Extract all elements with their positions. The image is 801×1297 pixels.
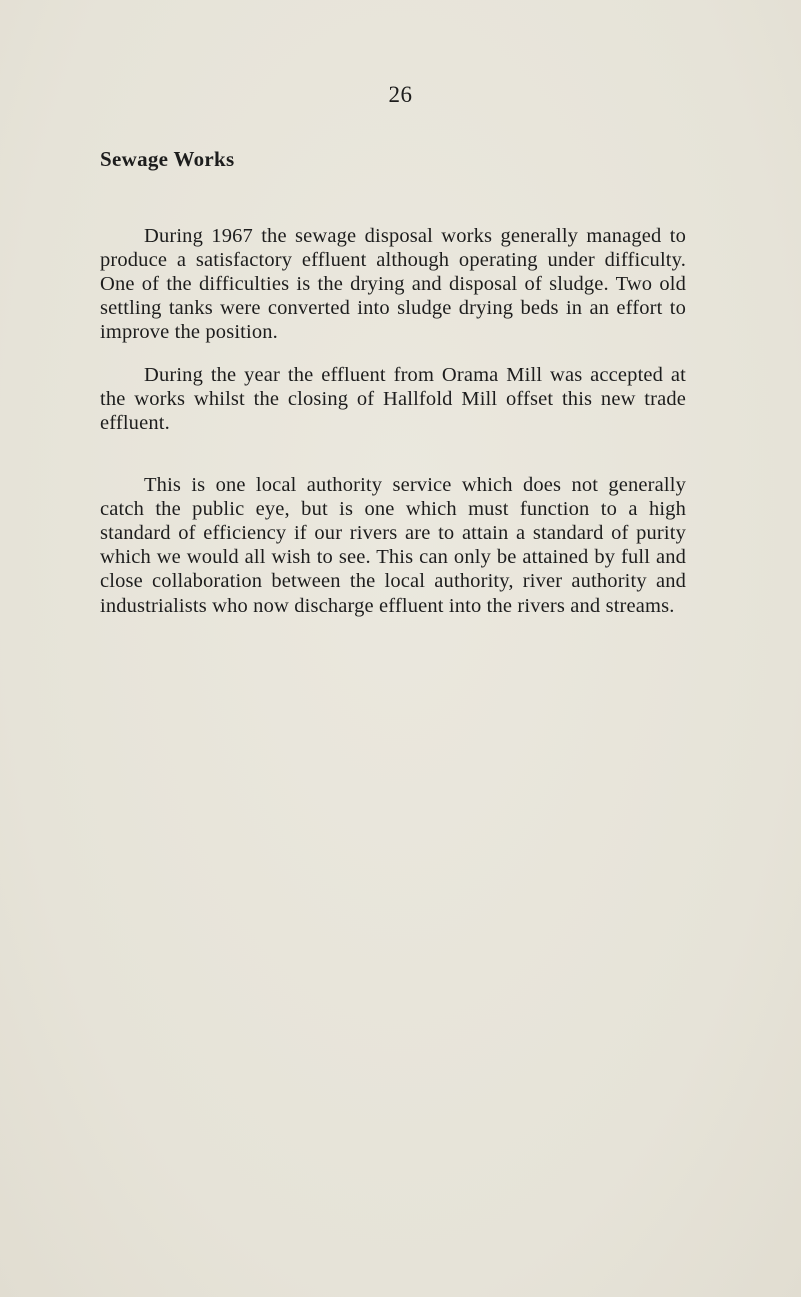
paragraph: This is one local authority service which does not generally catch the public eye, but is one which must function to a high standard of efficiency if our rivers are to attain a standard of purity which we would all wish to see. This can only be attained by full and close collaboration between the local authority, river authority and industrialists who now discharge effluent into the rivers and streams. [100,473,686,617]
section-heading: Sewage Works [100,147,235,171]
paragraph: During 1967 the sewage disposal works generally managed to produce a satisfactory effluent although operating under difficulty. One of the difficulties is the drying and disposal of sludge. Two old settling tanks were converted into sludge drying beds in an effort to improve the position. [100,224,686,344]
page-number: 26 [388,82,413,107]
paragraph: During the year the effluent from Orama Mill was accepted at the works whilst the closing of Hallfold Mill offset this new trade effluent. [100,363,686,434]
